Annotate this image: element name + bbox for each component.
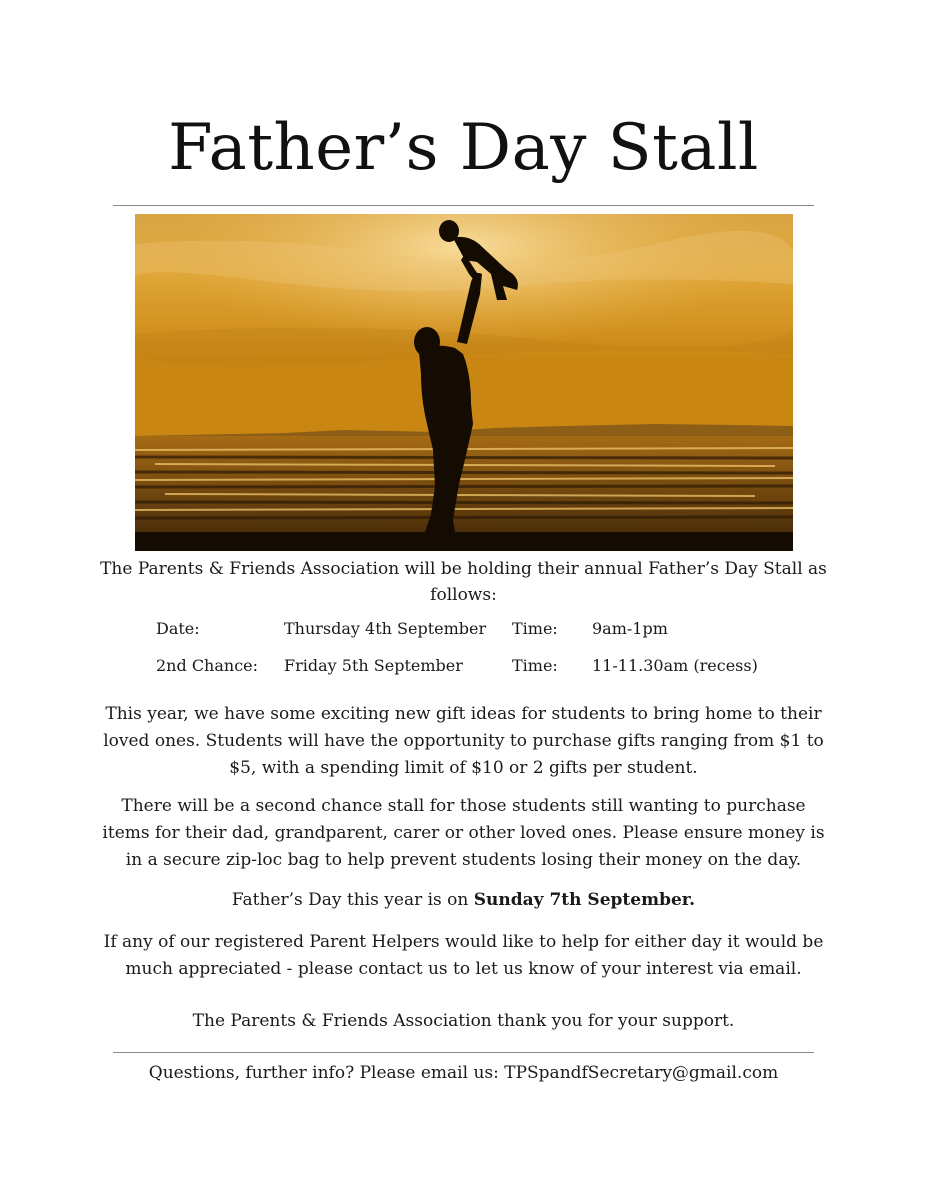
thanks-line: The Parents & Friends Association thank you for your support. <box>192 1011 735 1031</box>
schedule-time-label: Time: <box>512 619 558 638</box>
father-lifting-child-sunset-photo <box>135 214 793 551</box>
page-title: Father’s Day Stall <box>168 111 759 185</box>
schedule-time: 9am-1pm <box>592 619 668 638</box>
schedule-time: 11-11.30am (recess) <box>592 656 758 675</box>
top-divider <box>113 205 814 206</box>
fathers-day-date: Sunday 7th September. <box>473 890 696 910</box>
helpers-paragraph: If any of our registered Parent Helpers would like to help for either day it would be much appreciated - please contact us to let us know of your interest via email. <box>103 932 824 979</box>
gifts-paragraph: This year, we have some exciting new gift ideas for students to bring home to their loved ones. Students will have the opportunity to purchase gifts ranging from $1 to $5, with a spending limit of $10 or 2 gifts per student. <box>103 704 824 778</box>
bottom-divider <box>113 1052 814 1053</box>
fathers-day-prefix: Father’s Day this year is on <box>231 890 474 910</box>
schedule-row <box>0 616 927 642</box>
schedule-time-label: Time: <box>512 656 558 675</box>
schedule-label: Date: <box>156 619 200 638</box>
contact-line: Questions, further info? Please email us: TPSpandfSecretary@gmail.com <box>148 1063 779 1083</box>
second-chance-paragraph: There will be a second chance stall for those students still wanting to purchase items for their dad, grandparent, carer or other loved ones. Please ensure money is in a secure zip-loc bag to help prevent students losing their money on the day. <box>102 796 825 870</box>
schedule-row <box>0 653 927 679</box>
schedule-day: Thursday 4th September <box>284 619 487 638</box>
schedule-label: 2nd Chance: <box>156 656 259 675</box>
intro-text: The Parents & Friends Association will be holding their annual Father’s Day Stall as follows: <box>100 559 827 605</box>
fathers-day-date-line <box>100 887 827 914</box>
schedule-day: Friday 5th September <box>284 656 463 675</box>
